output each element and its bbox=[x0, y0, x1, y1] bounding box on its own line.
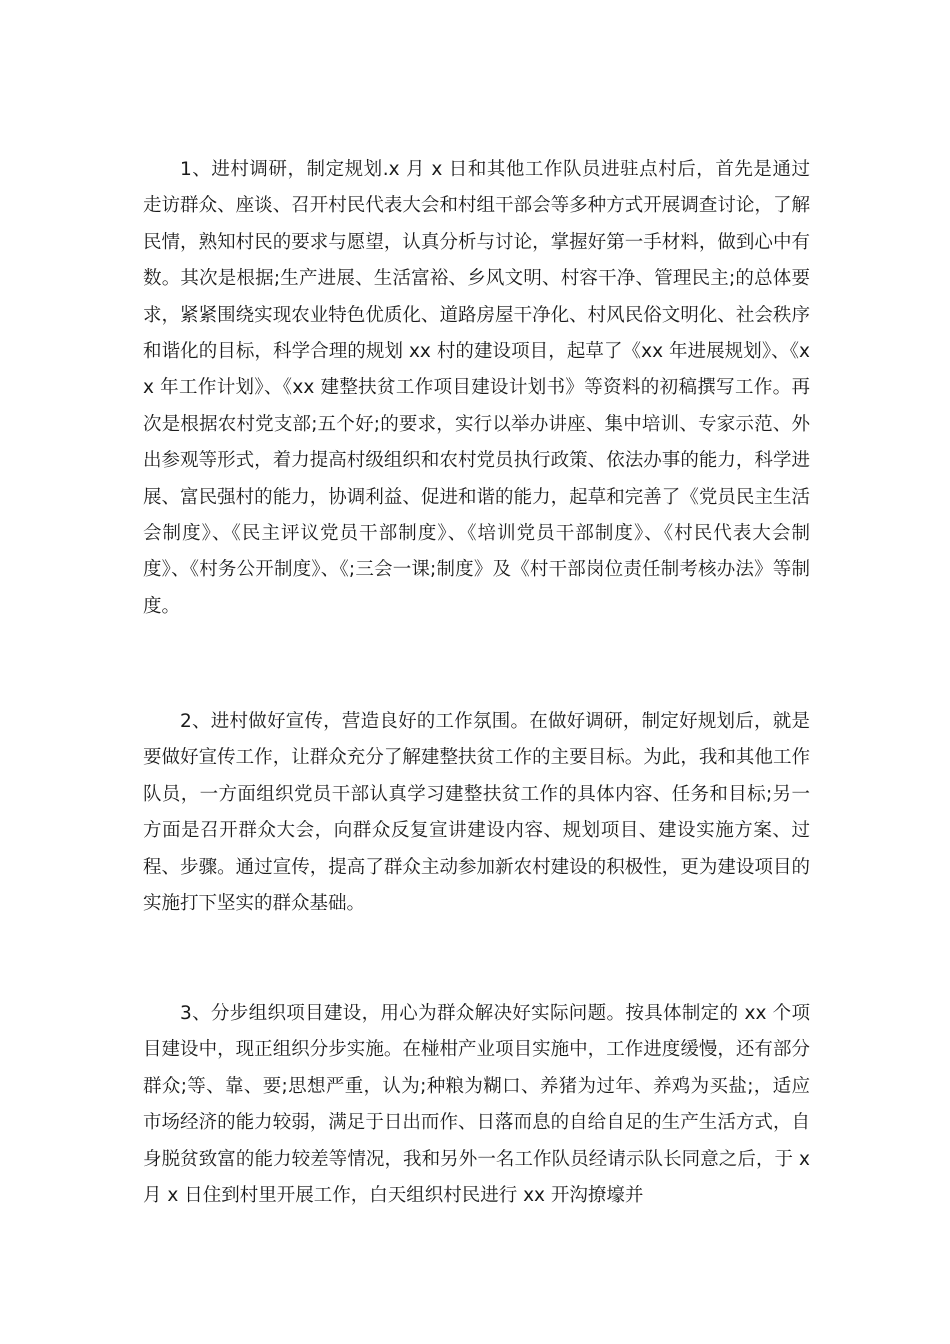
paragraph-1: 1、进村调研，制定规划.x 月 x 日和其他工作队员进驻点村后，首先是通过走访群众、座谈、召开村民代表大会和村组干部会等多种方式开展调查讨论，了解民情，熟知村民的要求与愿望，认真分析与讨论，掌握好第一手材料，做到心中有数。其次是根据;生产进展、生活富裕、乡风文明、村容干净、管理民主;的总体要求，紧紧围绕实现农业特色优质化、道路房屋干净化、村风民俗文明化、社会秩序和谐化的目标，科学合理的规划 xx 村的建设项目，起草了《xx 年进展规划》、《xx 年工作计划》、《xx 建整扶贫工作项目建设计划书》等资料的初稿撰写工作。再次是根据农村党支部;五个好;的要求，实行以举办讲座、集中培训、专家示范、外出参观等形式，着力提高村级组织和农村党员执行政策、依法办事的能力，科学进展、富民强村的能力，协调利益、促进和谐的能力，起草和完善了《党员民主生活会制度》、《民主评议党员干部制度》、《培训党员干部制度》、《村民代表大会制度》、《村务公开制度》、《;三会一课;制度》及《村干部岗位责任制考核办法》等制度。 bbox=[143, 159, 810, 617]
paragraph-2: 2、进村做好宣传，营造良好的工作氛围。在做好调研，制定好规划后，就是要做好宣传工作，让群众充分了解建整扶贫工作的主要目标。为此，我和其他工作队员，一方面组织党员干部认真学习建整扶贫工作的具体内容、任务和目标;另一方面是召开群众大会，向群众反复宣讲建设内容、规划项目、建设实施方案、过程、步骤。通过宣传，提高了群众主动参加新农村建设的积极性，更为建设项目的实施打下坚实的群众基础。 bbox=[143, 711, 810, 915]
paragraph-3: 3、分步组织项目建设，用心为群众解决好实际问题。按具体制定的 xx 个项目建设中，现正组织分步实施。在椪柑产业项目实施中，工作进度缓慢，还有部分群众;等、靠、要;思想严重，认为;种粮为糊口、养猪为过年、养鸡为买盐;，适应市场经济的能力较弱，满足于日出而作、日落而息的自给自足的生产生活方式，自身脱贫致富的能力较差等情况，我和另外一名工作队员经请示队长同意之后，于 x 月 x 日住到村里开展工作，白天组织村民进行 xx 开沟撩壕并 bbox=[143, 1003, 810, 1207]
